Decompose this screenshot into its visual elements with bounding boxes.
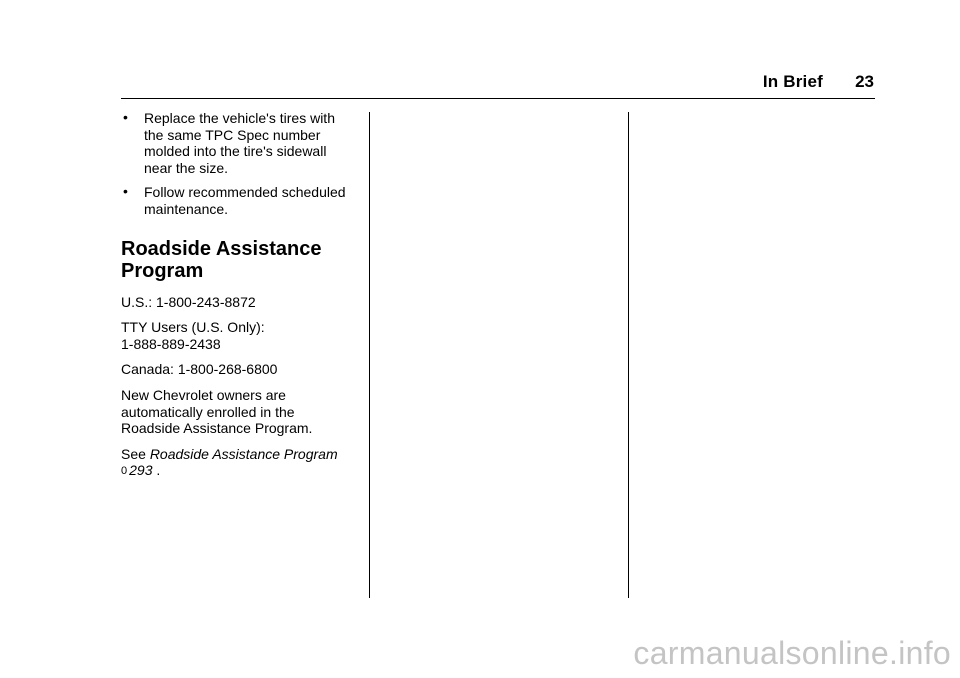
see-reference [121, 446, 361, 480]
owners-note [121, 387, 361, 437]
see-prefix: See [121, 445, 150, 462]
tty-phone: 1-888-889-2438 [121, 335, 221, 352]
tty-label: TTY Users (U.S. Only): [121, 319, 265, 336]
owners-line: New Chevrolet owners are [121, 386, 286, 403]
page-reference-icon: 0 [121, 465, 128, 478]
bullet-item [121, 110, 361, 176]
heading-line: Roadside Assistance [121, 237, 322, 260]
column-divider [628, 112, 629, 598]
column-divider [369, 112, 370, 598]
bullet-icon: • [123, 109, 128, 125]
section-title: In Brief [762, 72, 823, 91]
bullet-item [121, 184, 361, 217]
bullet-line: Follow recommended scheduled [144, 184, 346, 201]
bullet-icon: • [123, 183, 128, 200]
bullet-line: molded into the tire's sidewall [144, 143, 327, 160]
bullet-line: the same TPC Spec number [144, 126, 321, 143]
reference-page[interactable]: 293 [129, 462, 153, 479]
heading-line: Program [121, 259, 204, 282]
bullet-line: maintenance. [144, 200, 229, 217]
canada-phone: Canada: 1-800-268-6800 [121, 361, 278, 378]
owners-line: Roadside Assistance Program. [121, 420, 313, 437]
tty-info [121, 319, 361, 352]
page-header [121, 68, 875, 99]
page-number: 23 [855, 72, 874, 91]
column-left [121, 110, 361, 489]
bullet-line: near the size. [144, 159, 229, 176]
owners-line: automatically enrolled in the [121, 403, 295, 420]
watermark: carmanualsonline.info [633, 635, 951, 671]
bullet-line: Replace the vehicle's tires with [144, 110, 335, 126]
reference-link[interactable]: Roadside Assistance Program [149, 445, 338, 462]
us-phone: U.S.: 1-800-243-8872 [121, 293, 256, 310]
section-heading [121, 238, 361, 282]
see-suffix: . [152, 462, 161, 479]
